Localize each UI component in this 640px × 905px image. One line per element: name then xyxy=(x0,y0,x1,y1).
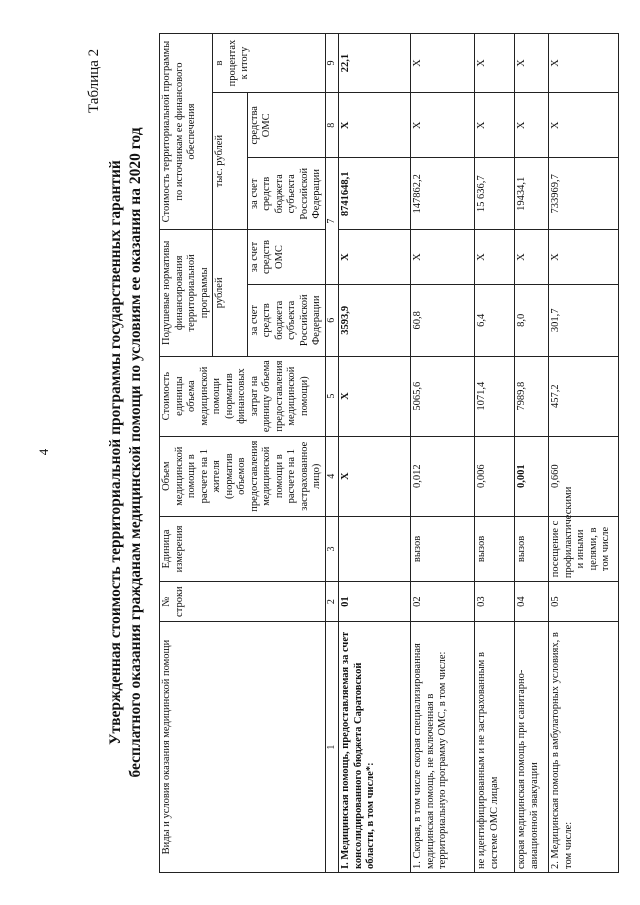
row-pct: Х xyxy=(411,34,475,93)
row-cost-budget: 8741648,1 xyxy=(339,158,411,230)
row-num: 01 xyxy=(339,582,411,622)
row-unit: вызов xyxy=(411,516,475,581)
header-per-capita-oms: за счет средств ОМС xyxy=(247,230,325,285)
column-number: 1 xyxy=(325,622,339,873)
header-volume: Объем медицинской помощи в расчете на 1 жителя (норматив объемов предоставления медицинской помощи в расчете на 1 застрахованное лицо) xyxy=(160,436,326,516)
row-num: 02 xyxy=(411,582,475,622)
row-cost-budget: 19434,1 xyxy=(515,158,549,230)
row-cost-budget: 15 636,7 xyxy=(475,158,515,230)
row-volume: 0,012 xyxy=(411,436,475,516)
header-per-capita-unit: рублей xyxy=(213,230,248,356)
row-name: 1. Скорая, в том числе скорая специализированная медицинская помощь, не включенная в территориальную программу ОМС, в том числе: xyxy=(411,622,475,873)
page-number: 4 xyxy=(36,448,51,456)
row-pc-budget: 8,0 xyxy=(515,284,549,356)
row-pct: Х xyxy=(515,34,549,93)
row-unit: посещение с профилактическими и иными целями, в том числе xyxy=(549,516,619,581)
row-unit-cost: Х xyxy=(339,356,411,436)
column-number: 5 xyxy=(325,356,339,436)
row-num: 04 xyxy=(515,582,549,622)
row-pc-budget: 301,7 xyxy=(549,284,619,356)
table-row xyxy=(475,34,515,873)
row-cost-oms: Х xyxy=(475,93,515,158)
table-row xyxy=(411,34,475,873)
header-cost-unit: тыс. рублей xyxy=(213,93,248,230)
title-line: Утвержденная стоимость территориальной программы государственных гарантий xyxy=(107,160,124,745)
header-row-num: № строки xyxy=(160,582,326,622)
row-unit-cost: 457,2 xyxy=(549,356,619,436)
column-number: 9 xyxy=(325,34,339,93)
header-cost-oms: средства ОМС xyxy=(247,93,325,158)
column-number: 6 xyxy=(325,284,339,356)
header-cost-pct: в процентах к итогу xyxy=(213,34,326,93)
row-volume: 0,006 xyxy=(475,436,515,516)
row-cost-oms: Х xyxy=(411,93,475,158)
row-cost-oms: Х xyxy=(339,93,411,158)
cost-table xyxy=(159,33,619,873)
title-line: бесплатного оказания гражданам медицинской помощи по условиям ее оказания на 2020 год xyxy=(127,127,144,778)
row-pc-oms: Х xyxy=(339,230,411,285)
table-row xyxy=(339,34,411,873)
row-name: 2. Медицинская помощь в амбулаторных условиях, в том числе: xyxy=(549,622,619,873)
row-cost-budget: 733969,7 xyxy=(549,158,619,230)
document-title xyxy=(106,0,146,905)
row-pc-oms: Х xyxy=(475,230,515,285)
row-name: не идентифицированным и не застрахованным в системе ОМС лицам xyxy=(475,622,515,873)
row-cost-oms: Х xyxy=(549,93,619,158)
row-pc-oms: Х xyxy=(515,230,549,285)
row-pct: Х xyxy=(549,34,619,93)
header-cost-budget: за счет средств бюджета субъекта Российской Федерации xyxy=(247,158,325,230)
header-per-capita-budget: за счет средств бюджета субъекта Российской Федерации xyxy=(247,284,325,356)
row-volume: 0,660 xyxy=(549,436,619,516)
row-pct: 22,1 xyxy=(339,34,411,93)
column-number: 8 xyxy=(325,93,339,158)
row-pct: Х xyxy=(475,34,515,93)
row-pc-oms: Х xyxy=(411,230,475,285)
row-unit: вызов xyxy=(515,516,549,581)
header-per-capita: Подушевые нормативы финансирования территориальной программы xyxy=(160,230,213,356)
header-program-cost: Стоимость территориальной программы по источникам ее финансового обеспечения xyxy=(160,34,213,230)
row-name: I. Медицинская помощь, предоставляемая за счет консолидированного бюджета Саратовской области, в том числе*: xyxy=(339,622,411,873)
column-number: 7 xyxy=(325,158,339,284)
table-label: Таблица 2 xyxy=(86,48,102,113)
table-row xyxy=(515,34,549,873)
row-num: 03 xyxy=(475,582,515,622)
row-unit xyxy=(339,516,411,581)
column-numbers-row xyxy=(325,34,339,873)
row-volume: Х xyxy=(339,436,411,516)
header-kinds: Виды и условия оказания медицинской помощи xyxy=(160,622,326,873)
table-row xyxy=(549,34,619,873)
row-volume: 0,001 xyxy=(515,436,549,516)
row-num: 05 xyxy=(549,582,619,622)
row-name: скорая медицинская помощь при санитарно-авиационной эвакуации xyxy=(515,622,549,873)
row-unit-cost: 1071,4 xyxy=(475,356,515,436)
row-unit-cost: 7989,8 xyxy=(515,356,549,436)
row-cost-budget: 147862,2 xyxy=(411,158,475,230)
column-number: 3 xyxy=(325,516,339,581)
row-pc-budget: 6,4 xyxy=(475,284,515,356)
row-pc-oms: Х xyxy=(549,230,619,285)
row-unit: вызов xyxy=(475,516,515,581)
row-pc-budget: 60,8 xyxy=(411,284,475,356)
column-number: 4 xyxy=(325,436,339,516)
column-number: 2 xyxy=(325,582,339,622)
header-unit: Единица измерения xyxy=(160,516,326,581)
row-unit-cost: 5065,6 xyxy=(411,356,475,436)
row-pc-budget: 3593,9 xyxy=(339,284,411,356)
row-cost-oms: Х xyxy=(515,93,549,158)
header-unit-cost: Стоимость единицы объема медицинской помощи (норматив финансовых затрат на единицу объема предоставления медицинской помощи) xyxy=(160,356,326,436)
